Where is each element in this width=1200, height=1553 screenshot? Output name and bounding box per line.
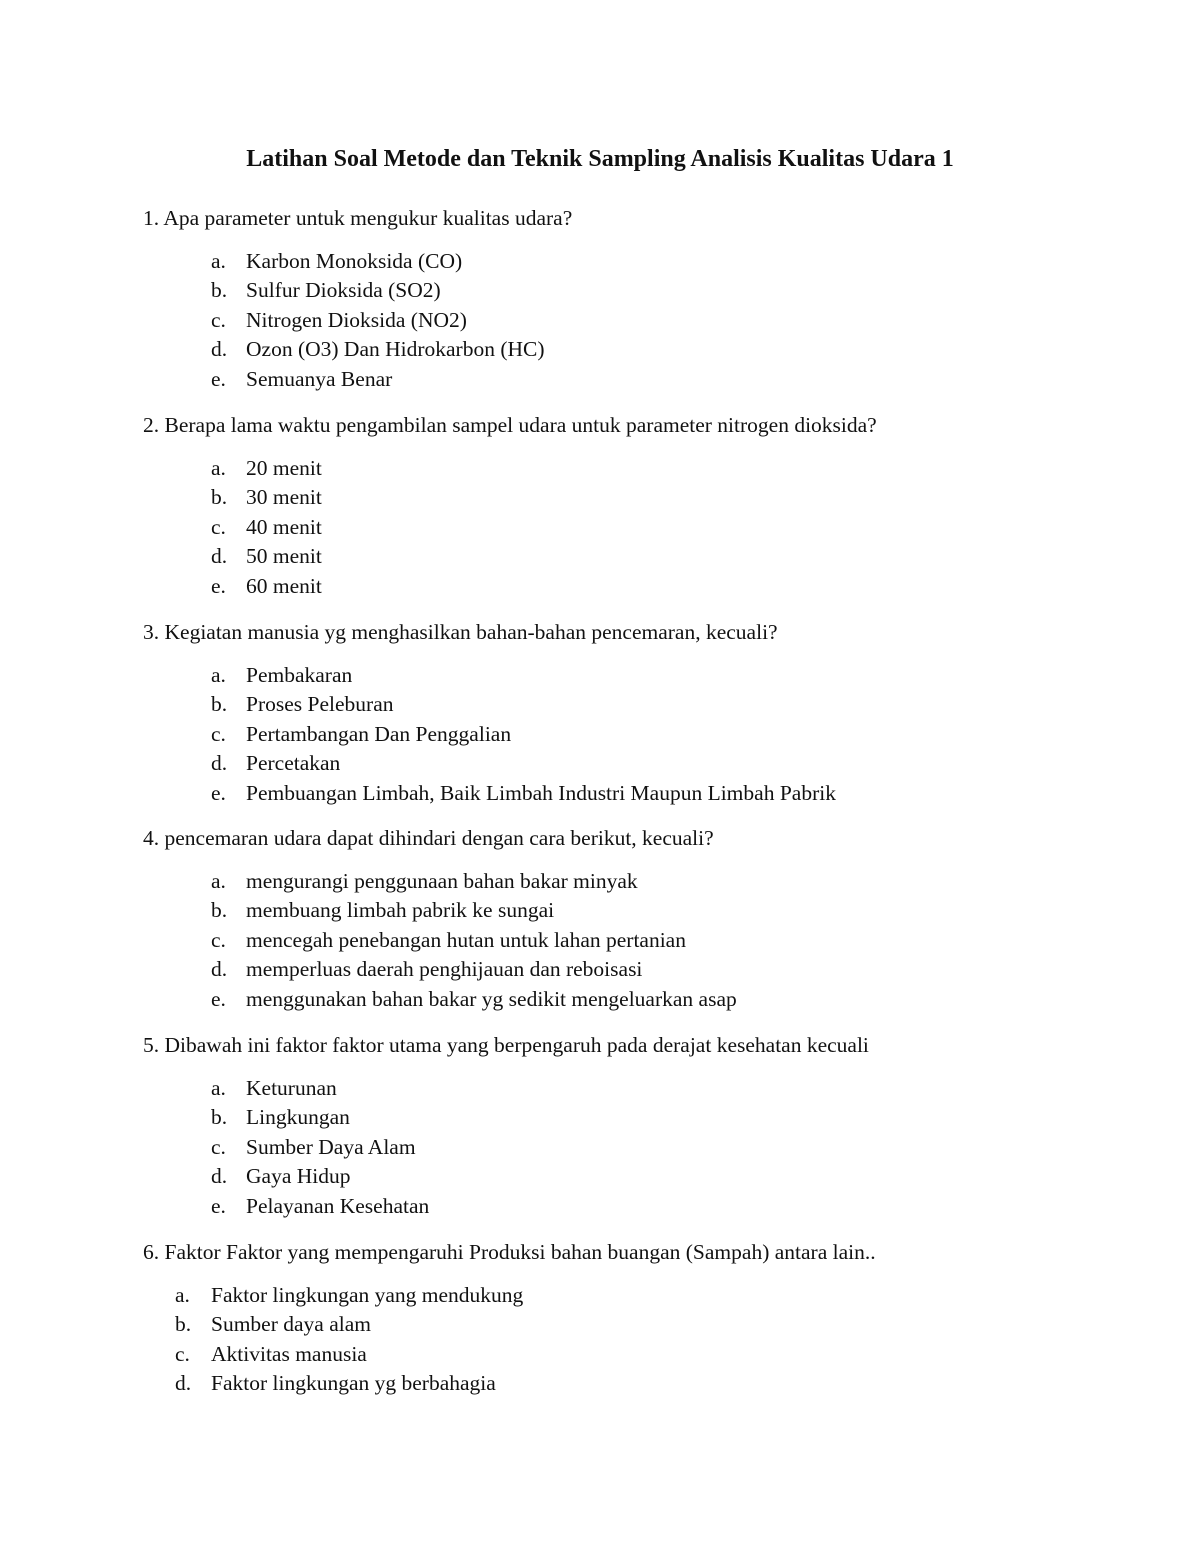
option-text: 30 menit [246,485,322,510]
option-text: Sumber daya alam [211,1312,372,1337]
option-item [143,1310,1123,1339]
option-item [143,1281,1123,1310]
option-letter: a. [211,456,226,480]
option-text: Faktor lingkungan yang mendukung [211,1283,524,1307]
option-letter: e. [211,1193,226,1218]
option-text: Karbon Monoksida (CO) [246,249,463,273]
question-text: 6. Faktor Faktor yang mempengaruhi Produksi bahan buangan (Sampah) antara lain.. [143,1240,876,1264]
option-text: 60 menit [246,573,322,598]
option-item [143,1192,1123,1221]
document-title: Latihan Soal Metode dan Teknik Sampling Analisis Kualitas Udara 1 [246,146,954,172]
option-item [143,955,1123,984]
option-item [143,1340,1123,1369]
option-text: menggunakan bahan bakar yg sedikit mengeluarkan asap [246,986,737,1011]
option-letter: c. [211,514,226,539]
option-letter: a. [211,663,226,687]
option-item [143,720,1123,749]
option-text: Pembuangan Limbah, Baik Limbah Industri Maupun Limbah Pabrik [246,780,836,805]
option-letter: d. [211,957,228,982]
option-letter: c. [211,307,226,332]
option-text: Proses Peleburan [246,692,394,717]
question-6 [143,1238,1123,1399]
option-letter: d. [211,544,228,569]
option-letter: b. [211,1105,228,1130]
option-text: mencegah penebangan hutan untuk lahan pertanian [246,927,686,952]
option-text: Faktor lingkungan yg berbahagia [211,1371,496,1396]
option-item [143,513,1123,542]
question-1 [143,204,1123,394]
option-list [143,1281,1123,1399]
question-text: 3. Kegiatan manusia yg menghasilkan bahan-bahan pencemaran, kecuali? [143,620,778,644]
option-letter: d. [211,751,228,776]
option-item [143,454,1123,483]
option-letter: b. [211,278,228,303]
option-item [143,306,1123,335]
option-letter: a. [211,249,226,273]
option-list [143,1074,1123,1221]
option-item [143,661,1123,690]
question-2 [143,411,1123,601]
option-item [143,926,1123,955]
option-text: Pelayanan Kesehatan [246,1193,430,1218]
question-5 [143,1031,1123,1221]
option-letter: b. [175,1312,192,1337]
option-list [143,867,1123,1014]
option-text: Sumber Daya Alam [246,1134,416,1159]
option-item [143,749,1123,778]
option-letter: e. [211,573,226,598]
option-item [143,1162,1123,1191]
option-item [143,1103,1123,1132]
option-text: Lingkungan [246,1105,350,1130]
option-letter: c. [211,1134,226,1159]
question-text: 2. Berapa lama waktu pengambilan sampel udara untuk parameter nitrogen dioksida? [143,413,877,437]
option-item [143,247,1123,276]
option-item [143,985,1123,1014]
option-text: mengurangi penggunaan bahan bakar minyak [246,869,638,893]
question-4 [143,824,1123,1014]
option-list [143,661,1123,808]
option-letter: a. [211,1076,226,1100]
option-text: Nitrogen Dioksida (NO2) [246,307,467,332]
option-item [143,276,1123,305]
option-text: Semuanya Benar [246,366,393,391]
option-text: Pembakaran [246,663,353,687]
option-letter: c. [211,927,226,952]
option-item [143,572,1123,601]
option-letter: e. [211,986,226,1011]
option-letter: a. [211,869,226,893]
option-text: memperluas daerah penghijauan dan reboisasi [246,957,643,982]
option-letter: c. [175,1341,190,1366]
option-item [143,867,1123,896]
option-letter: d. [175,1371,192,1396]
question-text: 5. Dibawah ini faktor faktor utama yang berpengaruh pada derajat kesehatan kecuali [143,1033,869,1057]
option-item [143,779,1123,808]
option-text: Percetakan [246,751,341,776]
option-text: Pertambangan Dan Penggalian [246,721,512,746]
option-text: membuang limbah pabrik ke sungai [246,898,555,923]
option-letter: b. [211,898,228,923]
option-letter: b. [211,692,228,717]
question-text: 4. pencemaran udara dapat dihindari dengan cara berikut, kecuali? [143,826,714,850]
option-item [143,1074,1123,1103]
option-text: Ozon (O3) Dan Hidrokarbon (HC) [246,337,545,362]
option-item [143,1369,1123,1398]
option-letter: b. [211,485,228,510]
option-list [143,247,1123,394]
option-text: Keturunan [246,1076,337,1100]
option-text: Aktivitas manusia [211,1341,367,1366]
option-item [143,365,1123,394]
option-text: Sulfur Dioksida (SO2) [246,278,441,303]
option-item [143,690,1123,719]
option-letter: a. [175,1283,190,1307]
option-text: 50 menit [246,544,322,569]
option-text: 20 menit [246,456,322,480]
option-letter: d. [211,1164,228,1189]
option-text: 40 menit [246,514,322,539]
option-item [143,335,1123,364]
option-letter: e. [211,366,226,391]
option-item [143,483,1123,512]
option-list [143,454,1123,601]
option-letter: e. [211,780,226,805]
option-item [143,896,1123,925]
option-letter: c. [211,721,226,746]
option-letter: d. [211,337,228,362]
option-text: Gaya Hidup [246,1164,351,1189]
question-text: 1. Apa parameter untuk mengukur kualitas udara? [143,206,573,230]
question-3 [143,618,1123,808]
option-item [143,1133,1123,1162]
option-item [143,542,1123,571]
